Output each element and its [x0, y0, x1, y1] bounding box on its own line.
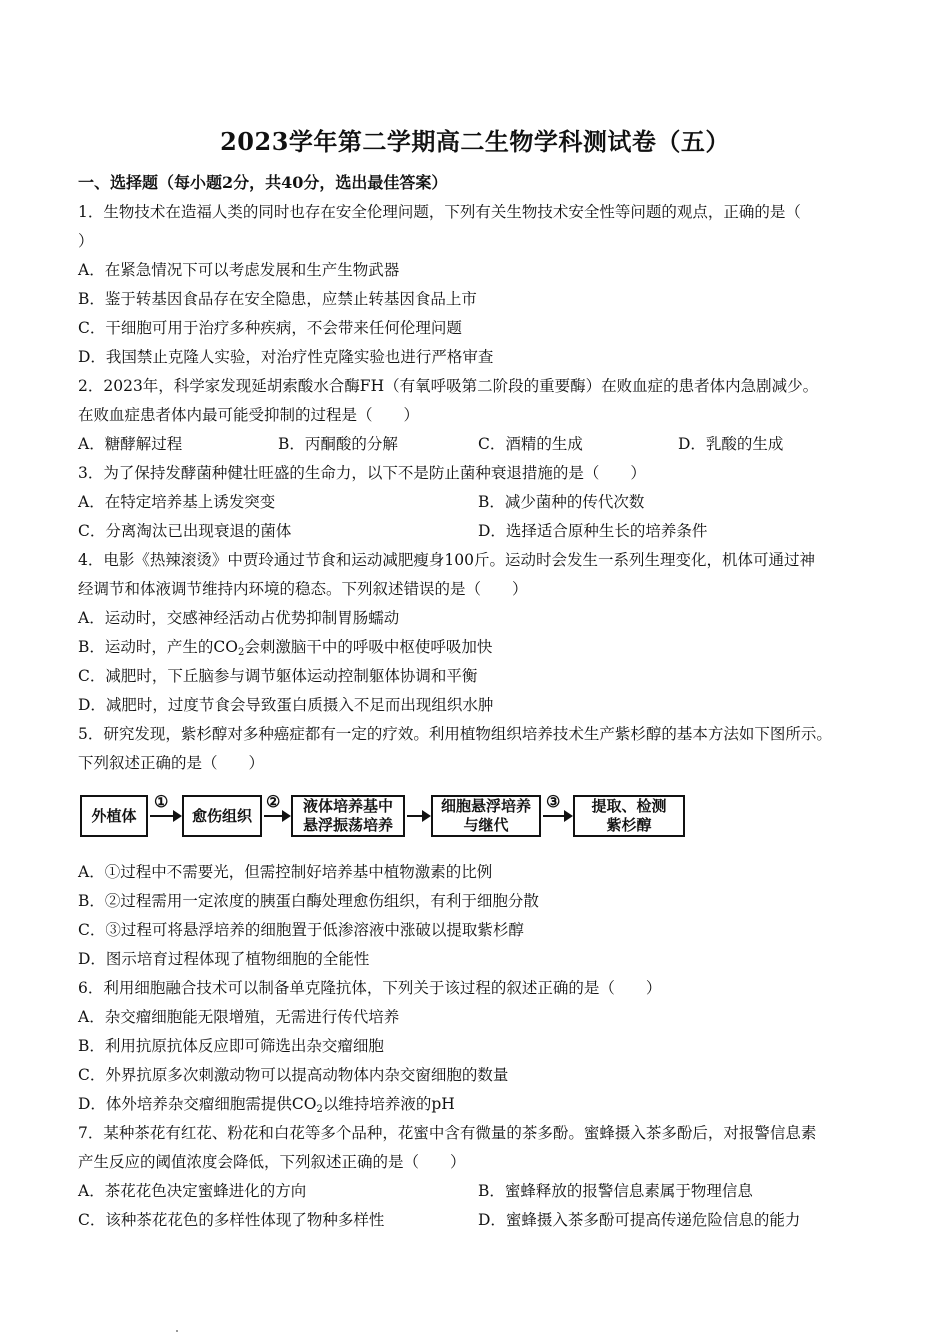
- q3-option-d: D．选择适合原种生长的培养条件: [478, 522, 708, 540]
- flow-step-1: ①: [154, 792, 169, 811]
- flow-step-3: ③: [546, 792, 561, 811]
- q3-stem: 3．为了保持发酵菌种健壮旺盛的生命力，以下不是防止菌种衰退措施的是（ ）: [78, 464, 646, 482]
- flow-box-explant: [80, 795, 148, 837]
- q6-option-d-sub: 2: [316, 1104, 323, 1115]
- q5-option-a: A．①过程中不需要光，但需控制好培养基中植物激素的比例: [78, 863, 493, 881]
- q7-option-c: C．该种茶花花色的多样性体现了物种多样性: [78, 1211, 385, 1229]
- q5-stem: 5．研究发现，紫杉醇对多种癌症都有一定的疗效。利用植物组织培养技术生产紫杉醇的基本方法如下图所示。: [78, 725, 832, 743]
- flow-box-suspension-culture-line2: 与继代: [463, 816, 509, 834]
- q1-option-c: C．干细胞可用于治疗多种疾病，不会带来任何伦理问题: [78, 319, 462, 337]
- q1-stem-cont: ）: [78, 232, 94, 250]
- flow-box-liquid-culture-line2: 悬浮振荡培养: [302, 816, 393, 834]
- flow-arrow-3: [407, 815, 429, 817]
- q6-option-d-pre: D．体外培养杂交瘤细胞需提供CO: [78, 1095, 317, 1113]
- q1-option-d: D．我国禁止克隆人实验，对治疗性克隆实验也进行严格审查: [78, 348, 494, 366]
- flow-step-2: ②: [266, 792, 281, 811]
- q4-option-b-post: 会刺激脑干中的呼吸中枢使呼吸加快: [244, 638, 493, 656]
- flow-box-extract-taxol-line1: 提取、检测: [591, 797, 667, 815]
- page-speck: [176, 1330, 178, 1332]
- q4-option-d: D．减肥时，过度节食会导致蛋白质摄入不足而出现组织水肿: [78, 696, 494, 714]
- q2-option-b: B．丙酮酸的分解: [278, 435, 398, 453]
- q1-stem: 1．生物技术在造福人类的同时也存在安全伦理问题，下列有关生物技术安全性等问题的观点，正确的是（: [78, 203, 801, 221]
- q3-option-b: B．减少菌种的传代次数: [478, 493, 645, 511]
- q7-stem: 7．某种茶花有红花、粉花和白花等多个品种，花蜜中含有微量的茶多酚。蜜蜂摄入茶多酚后，对报警信息素: [78, 1124, 817, 1142]
- q2-option-a: A．糖酵解过程: [78, 435, 183, 453]
- q6-option-a: A．杂交瘤细胞能无限增殖，无需进行传代培养: [78, 1008, 400, 1026]
- q2-option-c: C．酒精的生成: [478, 435, 583, 453]
- flow-box-extract-taxol: [573, 795, 685, 837]
- q7-option-b: B．蜜蜂释放的报警信息素属于物理信息: [478, 1182, 753, 1200]
- q3-option-a: A．在特定培养基上诱发突变: [78, 493, 276, 511]
- flow-box-explant-label: 外植体: [91, 806, 137, 825]
- q5-option-c: C．③过程可将悬浮培养的细胞置于低渗溶液中涨破以提取紫杉醇: [78, 921, 524, 939]
- q5-option-d: D．图示培育过程体现了植物细胞的全能性: [78, 950, 370, 968]
- q7-option-d: D．蜜蜂摄入茶多酚可提高传递危险信息的能力: [478, 1211, 801, 1229]
- q6-option-d: [78, 1094, 455, 1120]
- q1-option-a: A．在紧急情况下可以考虑发展和生产生物武器: [78, 261, 400, 279]
- flow-box-liquid-culture: [291, 795, 405, 837]
- q4-stem-cont: 经调节和体液调节维持内环境的稳态。下列叙述错误的是（ ）: [78, 580, 528, 598]
- q3-option-c: C．分离淘汰已出现衰退的菌体: [78, 522, 292, 540]
- q4-option-b: [78, 637, 492, 663]
- q6-option-c: C．外界抗原多次刺激动物可以提高动物体内杂交窗细胞的数量: [78, 1066, 509, 1084]
- q5-option-b: B．②过程需用一定浓度的胰蛋白酶处理愈伤组织，有利于细胞分散: [78, 892, 539, 910]
- q4-option-b-pre: B．运动时，产生的CO: [78, 638, 238, 656]
- process-flow-diagram: [80, 792, 690, 842]
- q1-option-b: B．鉴于转基因食品存在安全隐患，应禁止转基因食品上市: [78, 290, 477, 308]
- q6-stem: 6．利用细胞融合技术可以制备单克隆抗体，下列关于该过程的叙述正确的是（ ）: [78, 979, 662, 997]
- flow-arrow-4: [543, 815, 571, 817]
- flow-box-callus: [182, 795, 262, 837]
- q4-option-a: A．运动时，交感神经活动占优势抑制胃肠蠕动: [78, 609, 400, 627]
- q2-stem-cont: 在败血症患者体内最可能受抑制的过程是（ ）: [78, 406, 420, 424]
- flow-arrow-2: [264, 815, 289, 817]
- q6-option-d-post: 以维持培养液的pH: [322, 1095, 455, 1113]
- flow-box-callus-label: 愈伤组织: [191, 806, 252, 825]
- flow-arrow-1: [150, 815, 180, 817]
- q7-option-a: A．茶花花色决定蜜蜂进化的方向: [78, 1182, 307, 1200]
- q4-stem: 4．电影《热辣滚烫》中贾玲通过节食和运动减肥瘦身100斤。运动时会发生一系列生理变化，机体可通过神: [78, 551, 815, 569]
- flow-box-liquid-culture-line1: 液体培养基中: [302, 797, 393, 815]
- section-heading: 一、选择题（每小题2分，共40分，选出最佳答案）: [78, 173, 448, 192]
- q6-option-b: B．利用抗原抗体反应即可筛选出杂交瘤细胞: [78, 1037, 384, 1055]
- q4-option-c: C．减肥时，下丘脑参与调节躯体运动控制躯体协调和平衡: [78, 667, 478, 685]
- flow-box-extract-taxol-line2: 紫杉醇: [606, 816, 652, 834]
- q7-stem-cont: 产生反应的阈值浓度会降低，下列叙述正确的是（ ）: [78, 1153, 466, 1171]
- q5-stem-cont: 下列叙述正确的是（ ）: [78, 754, 265, 772]
- q2-stem: 2．2023年，科学家发现延胡索酸水合酶FH（有氧呼吸第二阶段的重要酶）在败血症的患者体内急剧减少。: [78, 377, 819, 395]
- q4-option-b-sub: 2: [237, 647, 245, 658]
- flow-box-suspension-culture: [431, 795, 541, 837]
- q2-option-d: D．乳酸的生成: [678, 435, 784, 453]
- flow-box-suspension-culture-line1: 细胞悬浮培养: [440, 797, 531, 815]
- page-title: 2023学年第二学期高二生物学科测试卷（五）: [220, 127, 730, 156]
